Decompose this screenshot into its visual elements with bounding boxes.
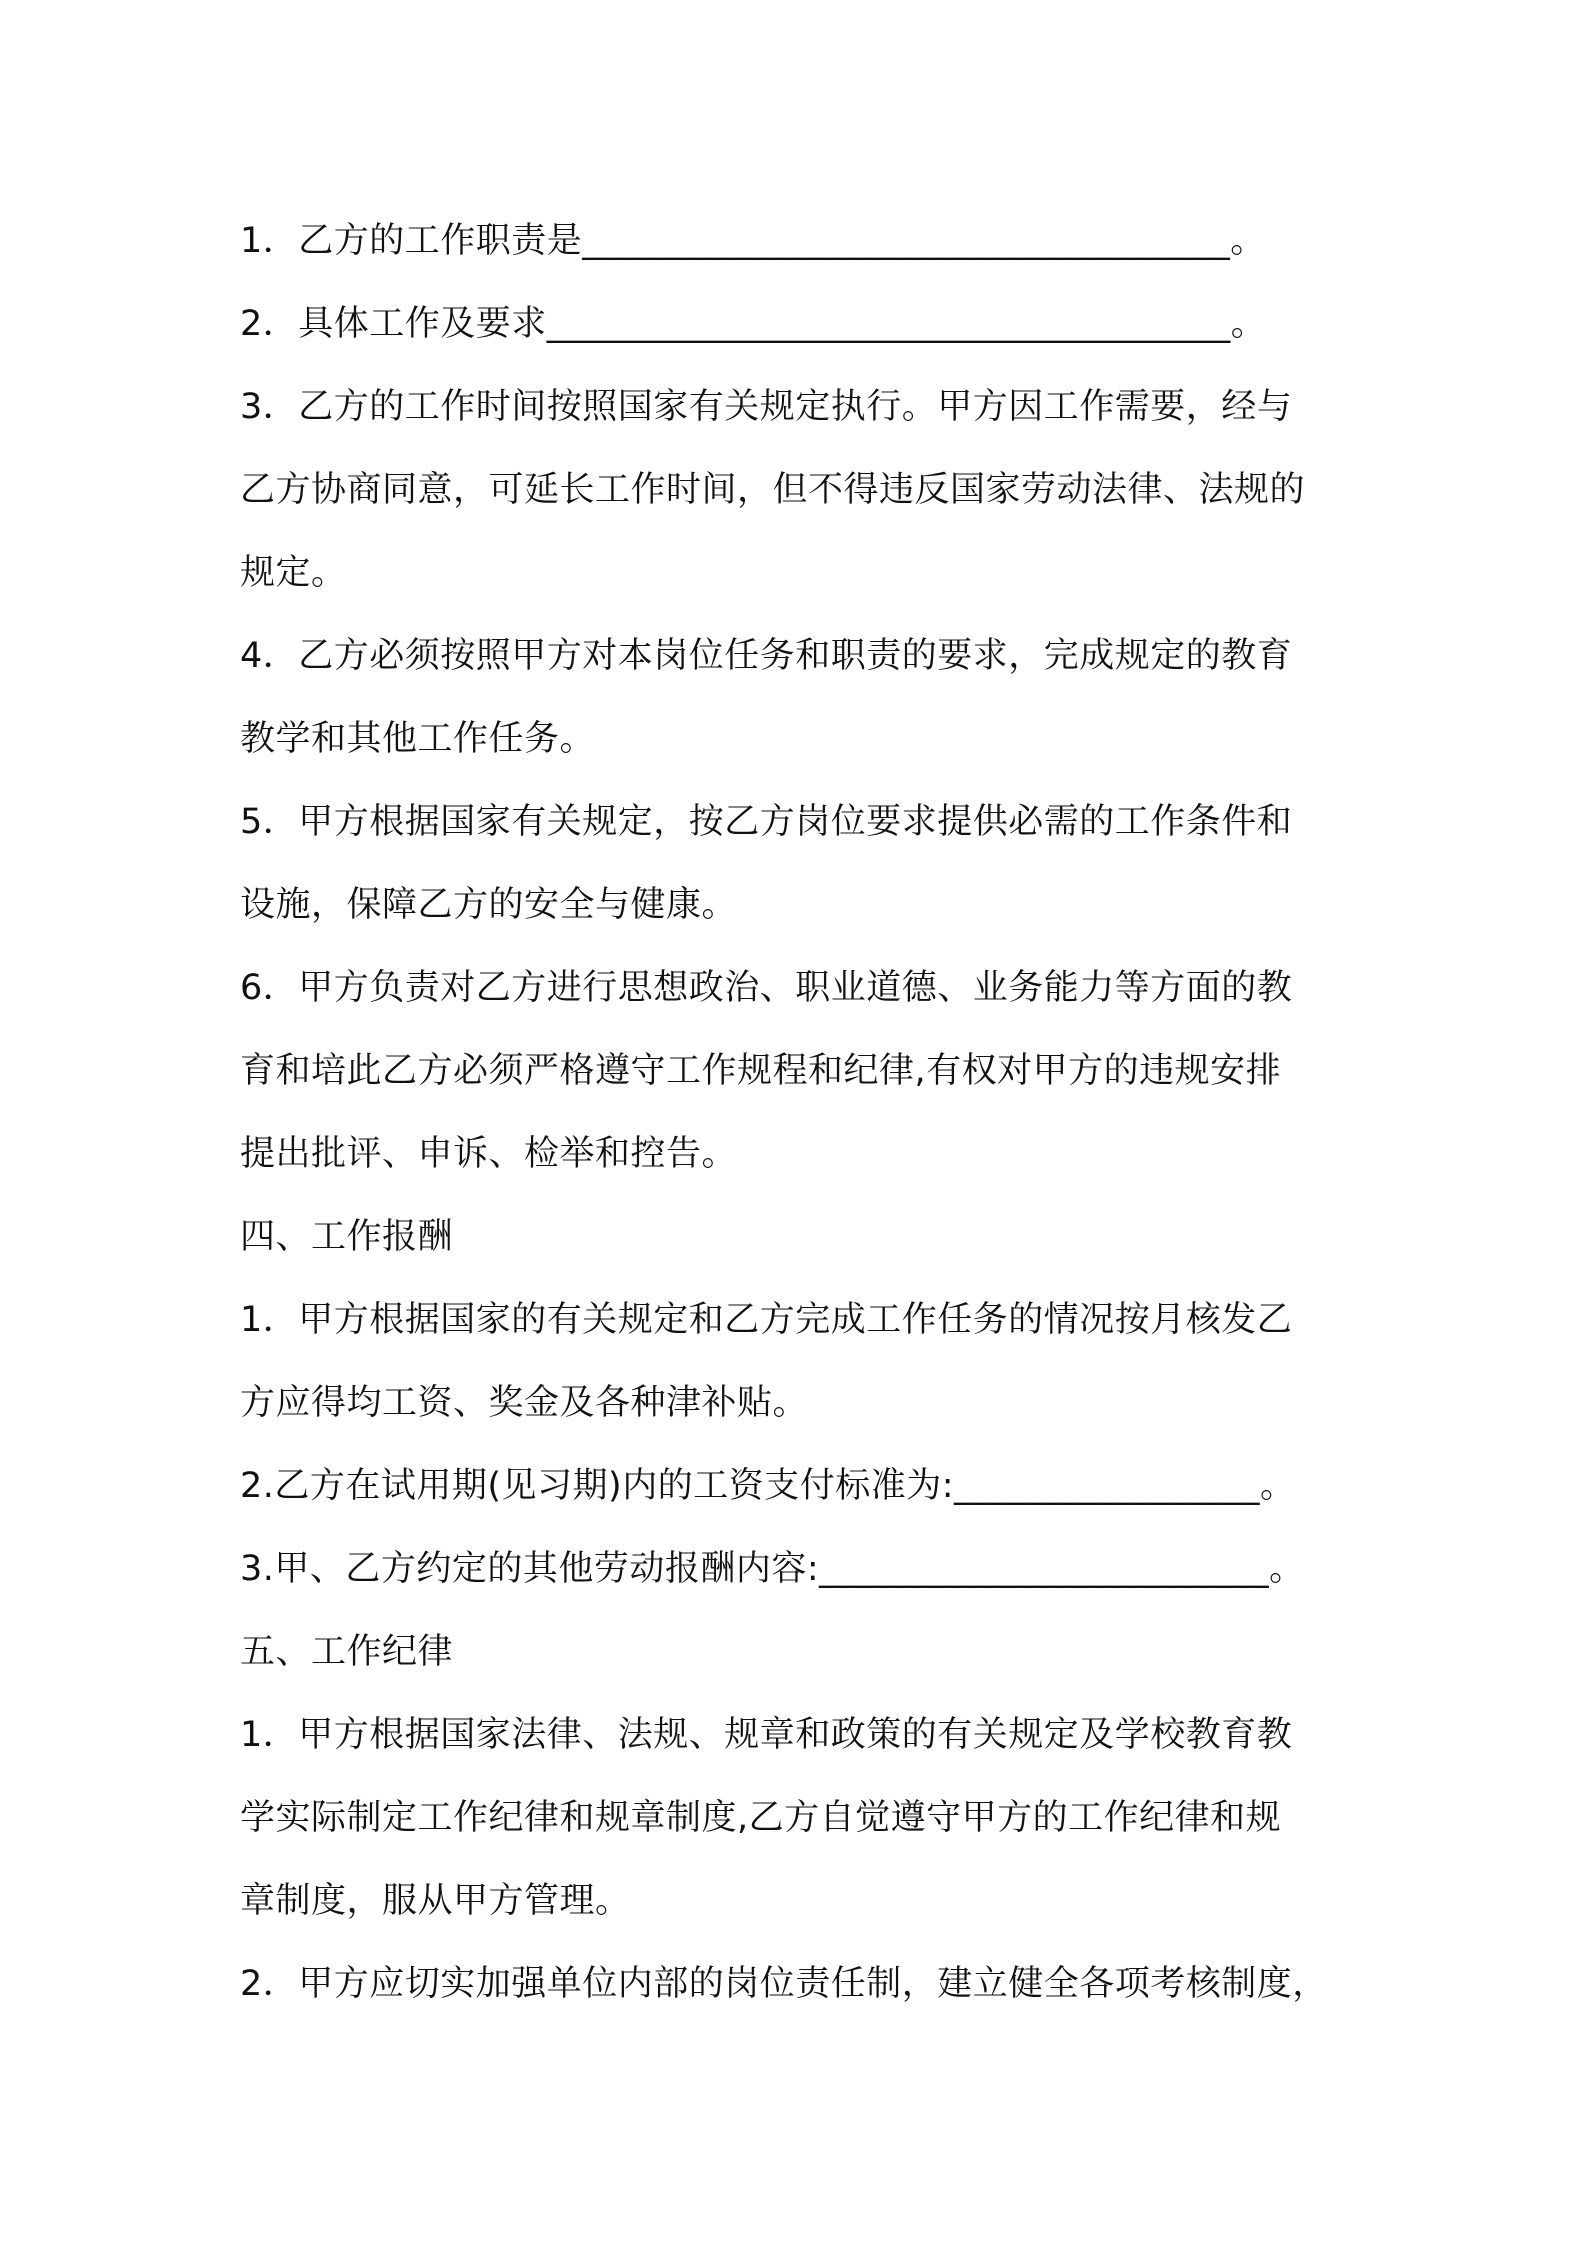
- text-line: 1．甲方根据国家法律、法规、规章和政策的有关规定及学校教育教: [240, 1715, 1293, 1755]
- text-line: 教学和其他工作任务。: [240, 719, 596, 759]
- text-line: 2．甲方应切实加强单位内部的岗位责任制，建立健全各项考核制度，: [240, 1964, 1328, 2004]
- text-line: 规定。: [240, 553, 347, 593]
- text-line: 学实际制定工作纪律和规章制度,乙方自觉遵守甲方的工作纪律和规: [240, 1798, 1282, 1838]
- text-line: 方应得均工资、奖金及各种津补贴。: [240, 1383, 809, 1423]
- text-line: 章制度，服从甲方管理。: [240, 1881, 631, 1921]
- text-line: 5．甲方根据国家有关规定，按乙方岗位要求提供必需的工作条件和: [240, 802, 1293, 842]
- text-line: 1．乙方的工作职责是____________________________________。: [240, 221, 1266, 261]
- text-line: 3．乙方的工作时间按照国家有关规定执行。甲方因工作需要，经与: [240, 387, 1293, 427]
- text-line: 3.甲、乙方约定的其他劳动报酬内容:_________________________。: [240, 1549, 1305, 1589]
- text-line: 4．乙方必须按照甲方对本岗位任务和职责的要求，完成规定的教育: [240, 636, 1293, 676]
- document-body: [240, 200, 1360, 2026]
- text-line: 2.乙方在试用期(见习期)内的工资支付标准为:_________________。: [240, 1466, 1296, 1506]
- text-line: 1．甲方根据国家的有关规定和乙方完成工作任务的情况按月核发乙: [240, 1300, 1293, 1340]
- section-heading: 五、工作纪律: [240, 1632, 454, 1672]
- text-line: 提出批评、申诉、检举和控告。: [240, 1134, 738, 1174]
- text-line: 6．甲方负责对乙方进行思想政治、职业道德、业务能力等方面的教: [240, 968, 1293, 1008]
- section-heading: 四、工作报酬: [240, 1217, 454, 1257]
- text-line: 设施，保障乙方的安全与健康。: [240, 885, 738, 925]
- text-line: 2．具体工作及要求______________________________________。: [240, 304, 1267, 344]
- text-line: 育和培此乙方必须严格遵守工作规程和纪律,有权对甲方的违规安排: [240, 1051, 1282, 1091]
- text-line: 乙方协商同意，可延长工作时间，但不得违反国家劳动法律、法规的: [240, 470, 1306, 510]
